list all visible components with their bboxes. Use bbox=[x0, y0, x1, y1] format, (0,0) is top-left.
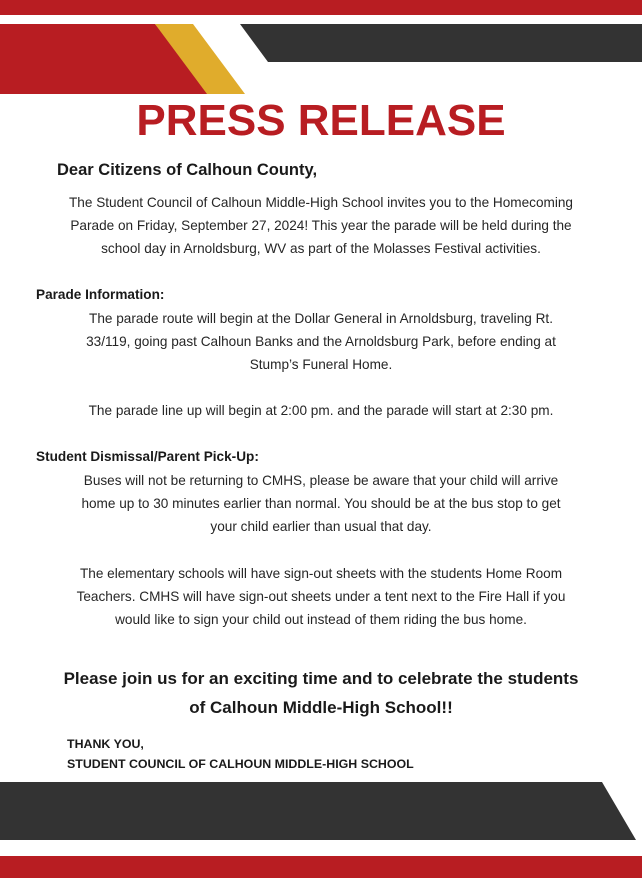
buses-paragraph bbox=[20, 469, 622, 538]
closing-statement bbox=[20, 664, 622, 722]
route-line: 33/119, going past Calhoun Banks and the Arnoldsburg Park, before ending at bbox=[86, 334, 556, 349]
closing-line: of Calhoun Middle-High School!! bbox=[189, 698, 453, 717]
dismissal-heading: Student Dismissal/Parent Pick-Up: bbox=[36, 449, 259, 464]
intro-line: The Student Council of Calhoun Middle-High School invites you to the Homecoming bbox=[69, 195, 573, 210]
bottom-red-strip bbox=[0, 856, 642, 878]
parade-info-heading: Parade Information: bbox=[36, 287, 165, 302]
signout-line: The elementary schools will have sign-out sheets with the students Home Room bbox=[79, 566, 563, 581]
intro-paragraph bbox=[20, 191, 622, 260]
bottom-dark-banner bbox=[0, 782, 636, 840]
signout-line: would like to sign your child out instead of them riding the bus home. bbox=[115, 612, 527, 627]
intro-line: Parade on Friday, September 27, 2024! This year the parade will be held during the bbox=[70, 218, 572, 233]
signoff-from: STUDENT COUNCIL OF CALHOUN MIDDLE-HIGH SCHOOL bbox=[67, 757, 414, 771]
parade-route-paragraph bbox=[20, 307, 622, 376]
greeting: Dear Citizens of Calhoun County, bbox=[57, 161, 318, 179]
signout-line: Teachers. CMHS will have sign-out sheets under a tent next to the Fire Hall if you bbox=[76, 589, 566, 604]
buses-line: home up to 30 minutes earlier than normal. You should be at the bus stop to get bbox=[81, 496, 561, 511]
top-red-strip bbox=[0, 0, 642, 15]
parade-times: The parade line up will begin at 2:00 pm. and the parade will start at 2:30 pm. bbox=[88, 403, 554, 418]
intro-line: school day in Arnoldsburg, WV as part of the Molasses Festival activities. bbox=[101, 241, 541, 256]
buses-line: Buses will not be returning to CMHS, please be aware that your child will arrive bbox=[83, 473, 559, 488]
signoff-thanks: THANK YOU, bbox=[67, 737, 144, 751]
signout-paragraph bbox=[20, 562, 622, 631]
top-right-dark-banner bbox=[240, 24, 642, 62]
buses-line: your child earlier than usual that day. bbox=[210, 519, 432, 534]
closing-line: Please join us for an exciting time and to celebrate the students bbox=[63, 669, 579, 688]
route-line: Stump’s Funeral Home. bbox=[249, 357, 393, 372]
route-line: The parade route will begin at the Dollar General in Arnoldsburg, traveling Rt. bbox=[89, 311, 553, 326]
page-title: PRESS RELEASE bbox=[136, 96, 506, 145]
